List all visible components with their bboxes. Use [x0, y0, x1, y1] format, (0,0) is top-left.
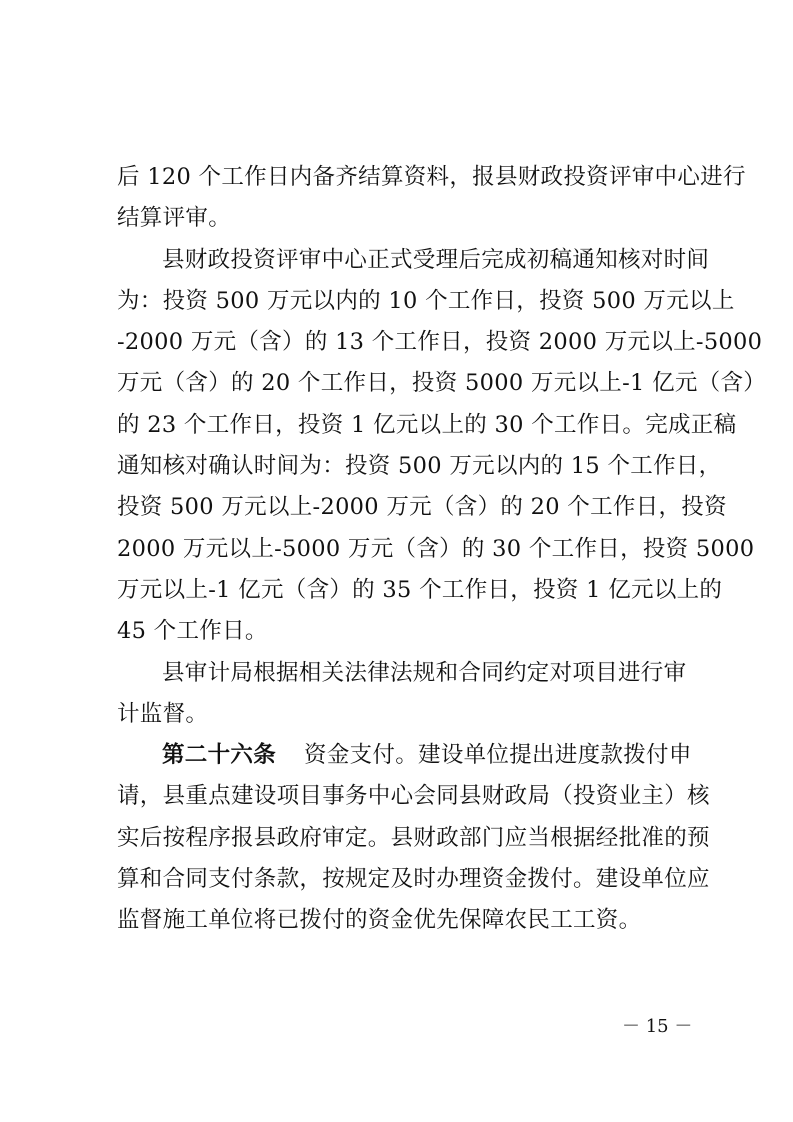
text-line: 为：投资 500 万元以内的 10 个工作日，投资 500 万元以上	[117, 287, 735, 314]
paragraph-audit-supervision	[117, 653, 687, 736]
text-line: 结算评审。	[117, 205, 232, 232]
article-title-text: 资金支付。建设单位提出进度款拨付申	[304, 742, 692, 769]
text-line: 计监督。	[117, 700, 209, 727]
article-number: 第二十六条	[162, 742, 277, 769]
text-line: 通知核对确认时间为：投资 500 万元以内的 15 个工作日，	[117, 453, 722, 480]
text-line: 算和合同支付条款，按规定及时办理资金拨付。建设单位应	[117, 866, 710, 893]
text-line: 县审计局根据相关法律法规和合同约定对项目进行审	[162, 659, 687, 686]
text-line	[117, 735, 692, 776]
text-line: 万元以上-1 亿元（含）的 35 个工作日，投资 1 亿元以上的	[117, 576, 723, 603]
paragraph-review-timeline	[117, 240, 767, 653]
text-line: 后 120 个工作日内备齐结算资料，报县财政投资评审中心进行	[117, 164, 746, 190]
text-line: 45 个工作日。	[117, 618, 268, 645]
paragraph-article-26	[117, 735, 710, 941]
text-line: 万元（含）的 20 个工作日，投资 5000 万元以上-1 亿元（含）	[117, 370, 767, 397]
page-number: － 15 －	[622, 1016, 693, 1037]
text-line: 2000 万元以上-5000 万元（含）的 30 个工作日，投资 5000	[117, 535, 755, 562]
text-line: 县财政投资评审中心正式受理后完成初稿通知核对时间	[162, 246, 710, 273]
text-line: -2000 万元（含）的 13 个工作日，投资 2000 万元以上-5000	[117, 329, 763, 356]
text-line: 投资 500 万元以上-2000 万元（含）的 20 个工作日，投资	[117, 494, 727, 521]
body-text	[117, 157, 767, 942]
text-line: 的 23 个工作日，投资 1 亿元以上的 30 个工作日。完成正稿	[117, 411, 737, 438]
text-line: 实后按程序报县政府审定。县财政部门应当根据经批准的预	[117, 824, 710, 851]
text-line: 请，县重点建设项目事务中心会同县财政局（投资业主）核	[117, 783, 710, 810]
paragraph-settlement-materials	[117, 157, 746, 240]
text-line: 监督施工单位将已拨付的资金优先保障农民工工资。	[117, 907, 642, 934]
